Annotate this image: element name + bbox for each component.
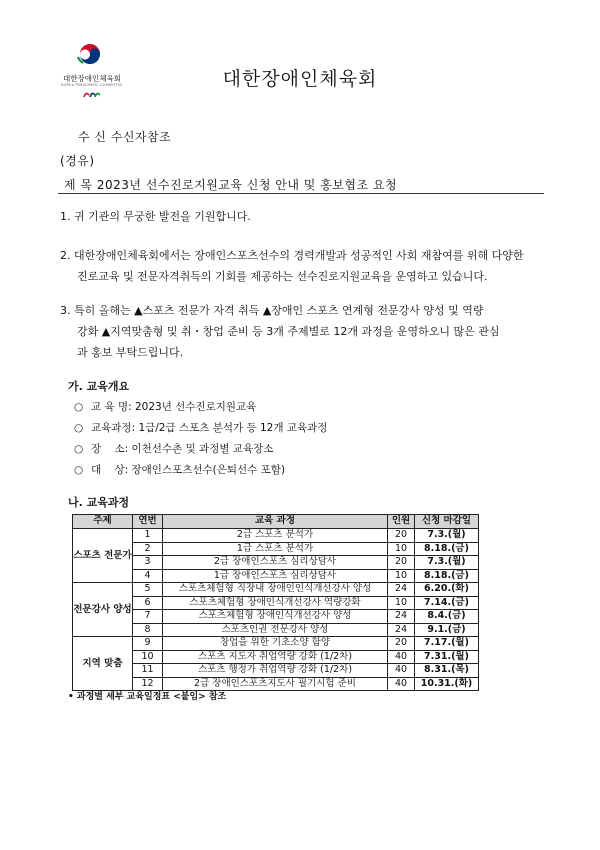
paragraph-3-line-2: 강화 ▲지역맞춤형 및 취・창업 준비 등 3개 주제별로 12개 과정을 운영하오니 많은 관심 bbox=[77, 325, 500, 338]
course-name: 1급 장애인스포츠 심리상담사 bbox=[163, 569, 388, 583]
header-deadline: 신청 마감일 bbox=[415, 515, 479, 529]
course-number: 10 bbox=[133, 650, 163, 664]
course-name: 스포츠인권 전문강사 양성 bbox=[163, 623, 388, 637]
course-deadline: 6.20.(화) bbox=[415, 583, 479, 597]
table-row bbox=[73, 623, 479, 637]
table-row bbox=[73, 556, 479, 570]
course-count: 24 bbox=[388, 623, 415, 637]
course-name: 2급 장애인스포츠 심리상담사 bbox=[163, 556, 388, 570]
header-course: 교육 과정 bbox=[163, 515, 388, 529]
paragraph-3-line-1: 3. 특히 올해는 ▲스포츠 전문가 자격 취득 ▲장애인 스포츠 연계형 전문강사 양성 및 역량 bbox=[60, 304, 484, 317]
course-count: 40 bbox=[388, 677, 415, 691]
course-number: 2 bbox=[133, 542, 163, 556]
circle-bullet-icon: ○ bbox=[74, 401, 84, 413]
course-name: 스포츠 지도자 취업역량 강화 (1/2차) bbox=[163, 650, 388, 664]
circle-bullet-icon: ○ bbox=[74, 422, 84, 434]
course-number: 9 bbox=[133, 637, 163, 651]
course-number: 7 bbox=[133, 610, 163, 624]
course-number: 8 bbox=[133, 623, 163, 637]
course-deadline: 7.31.(월) bbox=[415, 650, 479, 664]
course-count: 10 bbox=[388, 569, 415, 583]
course-deadline: 7.3.(월) bbox=[415, 529, 479, 543]
table-row bbox=[73, 542, 479, 556]
course-number: 11 bbox=[133, 664, 163, 678]
course-name: 스포츠체험형 직장내 장애인인식개선강사 양성 bbox=[163, 583, 388, 597]
agitos-icon bbox=[83, 90, 101, 99]
course-deadline: 9.1.(금) bbox=[415, 623, 479, 637]
course-deadline: 7.3.(월) bbox=[415, 556, 479, 570]
theme-cell: 지역 맞춤 bbox=[73, 637, 133, 691]
recipient-line: 수 신 수신자참조 bbox=[78, 130, 172, 144]
course-name: 창업을 위한 기초소양 함양 bbox=[163, 637, 388, 651]
circle-bullet-icon: ○ bbox=[74, 464, 84, 476]
course-count: 10 bbox=[388, 596, 415, 610]
course-number: 5 bbox=[133, 583, 163, 597]
course-table bbox=[72, 514, 479, 691]
table-row bbox=[73, 583, 479, 597]
course-count: 24 bbox=[388, 610, 415, 624]
course-name: 1급 스포츠 분석가 bbox=[163, 542, 388, 556]
paragraph-2-line-2: 진로교육 및 전문자격취득의 기회를 제공하는 선수진로지원교육을 운영하고 있습니다. bbox=[77, 270, 488, 283]
course-deadline: 7.17.(월) bbox=[415, 637, 479, 651]
table-header-row bbox=[73, 515, 479, 529]
course-number: 4 bbox=[133, 569, 163, 583]
logo-subtitle: KOREA PARALYMPIC COMMITTEE bbox=[61, 83, 123, 87]
overview-item-text: 교 육 명: 2023년 선수진로지원교육 bbox=[91, 401, 257, 413]
course-count: 20 bbox=[388, 556, 415, 570]
courses-heading: 나. 교육과정 bbox=[68, 496, 130, 509]
course-number: 3 bbox=[133, 556, 163, 570]
circle-bullet-icon: ○ bbox=[74, 443, 84, 455]
overview-item-text: 장 소: 이천선수촌 및 과정별 교육장소 bbox=[91, 443, 274, 455]
table-row bbox=[73, 529, 479, 543]
header-count: 인원 bbox=[388, 515, 415, 529]
course-count: 20 bbox=[388, 637, 415, 651]
subject-line: 제 목 2023년 선수진로지원교육 신청 안내 및 홍보협조 요청 bbox=[64, 178, 398, 192]
course-number: 6 bbox=[133, 596, 163, 610]
logo-name: 대한장애인체육회 bbox=[63, 74, 121, 83]
list-item bbox=[74, 397, 327, 418]
paragraph-3 bbox=[60, 300, 560, 363]
theme-cell: 전문강사 양성 bbox=[73, 583, 133, 637]
paragraph-2-line-1: 2. 대한장애인체육회에서는 장애인스포츠선수의 경력개발과 성공적인 사회 재참여를 위해 다양한 bbox=[60, 249, 524, 262]
course-deadline: 8.18.(금) bbox=[415, 569, 479, 583]
course-number: 12 bbox=[133, 677, 163, 691]
footnote: • 과정별 세부 교육일정표 <붙임> 참조 bbox=[68, 692, 227, 702]
course-count: 10 bbox=[388, 542, 415, 556]
course-deadline: 8.31.(목) bbox=[415, 664, 479, 678]
course-name: 2급 스포츠 분석가 bbox=[163, 529, 388, 543]
header-number: 연번 bbox=[133, 515, 163, 529]
course-count: 40 bbox=[388, 664, 415, 678]
overview-item-text: 대 상: 장애인스포츠선수(은퇴선수 포함) bbox=[91, 464, 286, 476]
list-item bbox=[74, 418, 327, 439]
overview-heading: 가. 교육개요 bbox=[68, 380, 130, 393]
paragraph-1 bbox=[60, 206, 560, 227]
course-deadline: 8.18.(금) bbox=[415, 542, 479, 556]
course-name: 스포츠체험형 장애인식개선강사 역량강화 bbox=[163, 596, 388, 610]
header-theme: 주제 bbox=[73, 515, 133, 529]
overview-item-text: 교육과정: 1급/2급 스포츠 분석가 등 12개 교육과정 bbox=[91, 422, 328, 434]
table-row bbox=[73, 569, 479, 583]
course-name: 스포츠체험형 장애인식개선강사 양성 bbox=[163, 610, 388, 624]
via-line: (경유) bbox=[60, 154, 95, 168]
course-count: 40 bbox=[388, 650, 415, 664]
course-deadline: 8.4.(금) bbox=[415, 610, 479, 624]
paragraph-1-text: 1. 귀 기관의 무궁한 발전을 기원합니다. bbox=[60, 210, 251, 223]
table-row bbox=[73, 637, 479, 651]
table-row bbox=[73, 650, 479, 664]
taegeuk-emblem-icon bbox=[76, 42, 104, 66]
course-deadline: 10.31.(화) bbox=[415, 677, 479, 691]
course-name: 스포츠 행정가 취업역량 강화 (1/2차) bbox=[163, 664, 388, 678]
paragraph-3-line-3: 과 홍보 부탁드립니다. bbox=[77, 346, 184, 359]
list-item bbox=[74, 460, 327, 481]
table-row bbox=[73, 596, 479, 610]
document-title: 대한장애인체육회 bbox=[222, 68, 378, 90]
course-deadline: 7.14.(금) bbox=[415, 596, 479, 610]
paragraph-2 bbox=[60, 245, 560, 287]
table-row bbox=[73, 610, 479, 624]
list-item bbox=[74, 439, 327, 460]
theme-cell: 스포츠 전문가 bbox=[73, 529, 133, 583]
course-number: 1 bbox=[133, 529, 163, 543]
course-count: 24 bbox=[388, 583, 415, 597]
overview-list bbox=[74, 397, 327, 481]
course-count: 20 bbox=[388, 529, 415, 543]
course-name: 2급 장애인스포츠지도사 필기시험 준비 bbox=[163, 677, 388, 691]
table-row bbox=[73, 664, 479, 678]
